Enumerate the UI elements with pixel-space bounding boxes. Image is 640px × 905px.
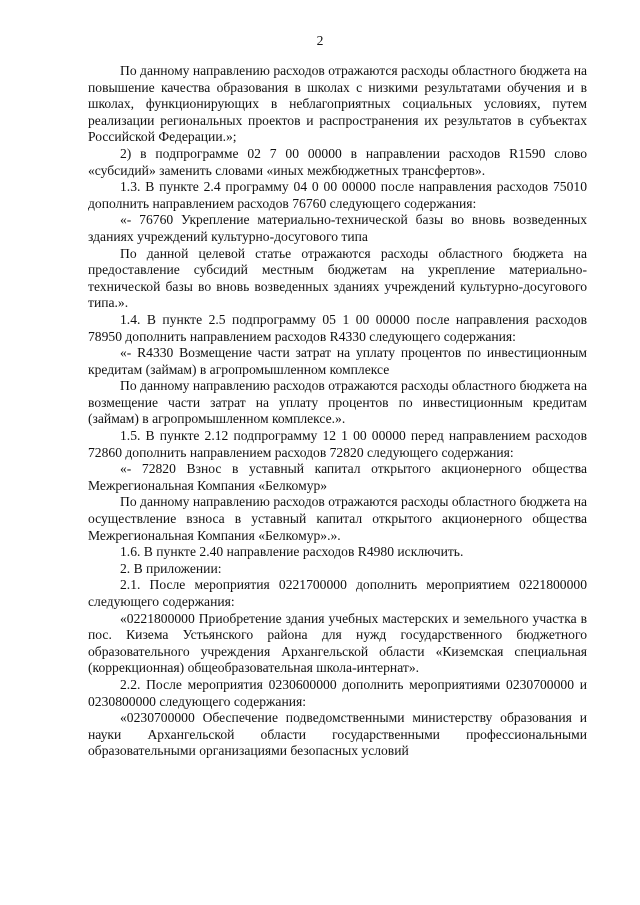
paragraph: 2.2. После мероприятия 0230600000 дополнить мероприятиями 0230700000 и 0230800000 следующего содержания:	[88, 676, 587, 709]
paragraph: «0230700000 Обеспечение подведомственными министерству образования и науки Архангельской области государственными профессиональными образовательными организациями безопасных условий	[88, 710, 587, 759]
paragraph: «- 76760 Укрепление материально-технической базы во вновь возведенных зданиях учреждений культурно-досугового типа	[88, 212, 587, 244]
paragraph: 1.4. В пункте 2.5 подпрограмму 05 1 00 00000 после направления расходов 78950 дополнить направлением расходов R4330 следующего содержания:	[88, 311, 587, 344]
paragraph: По данному направлению расходов отражаются расходы областного бюджета на повышение качества образования в школах с низкими результатами обучения и в школах, функционирующих в неблагоприятных социальных условиях, путем реализации региональных проектов и распространения их результатов в субъектах Российской Федерации.»;	[88, 63, 587, 145]
paragraph: «- R4330 Возмещение части затрат на уплату процентов по инвестиционным кредитам (займам) в агропромышленном комплексе	[88, 345, 587, 377]
paragraph: По данному направлению расходов отражаются расходы областного бюджета на осуществление взноса в уставный капитал открытого акционерного общества Межрегиональная Компания «Белкомур».».	[88, 494, 587, 543]
paragraph: 1.5. В пункте 2.12 подпрограмму 12 1 00 00000 перед направлением расходов 72860 дополнить направлением расходов 72820 следующего содержания:	[88, 428, 587, 460]
paragraph: 2) в подпрограмме 02 7 00 00000 в направлении расходов R1590 слово «субсидий» заменить словами «иных межбюджетных трансфертов».	[88, 145, 587, 178]
paragraph: «0221800000 Приобретение здания учебных мастерских и земельного участка в пос. Кизема Устьянского района для нужд государственного бюджетного образовательного учреждения Архангельской области «Киземская специальная (коррекционная) общеобразовательная школа-интернат».	[88, 610, 587, 676]
paragraph: 1.6. В пункте 2.40 направление расходов R4980 исключить.	[120, 544, 464, 560]
paragraph: 1.3. В пункте 2.4 программу 04 0 00 00000 после направления расходов 75010 дополнить направлением расходов 76760 следующего содержания:	[88, 179, 587, 211]
paragraph: «- 72820 Взнос в уставный капитал открытого акционерного общества Межрегиональная Компания «Белкомур»	[88, 461, 587, 493]
paragraph: По данной целевой статье отражаются расходы областного бюджета на предоставление субсидий местным бюджетам на укрепление материально-технической базы во вновь возведенных зданиях учреждений культурно-досугового типа.».	[88, 245, 587, 311]
paragraph: По данному направлению расходов отражаются расходы областного бюджета на возмещение части затрат на уплату процентов по инвестиционным кредитам (займам) в агропромышленном комплексе.».	[88, 378, 587, 427]
paragraph: 2.1. После мероприятия 0221700000 дополнить мероприятием 0221800000 следующего содержания:	[88, 577, 587, 609]
paragraph: 2. В приложении:	[120, 560, 222, 576]
page-number: 2	[316, 33, 324, 48]
document-body	[88, 63, 587, 760]
